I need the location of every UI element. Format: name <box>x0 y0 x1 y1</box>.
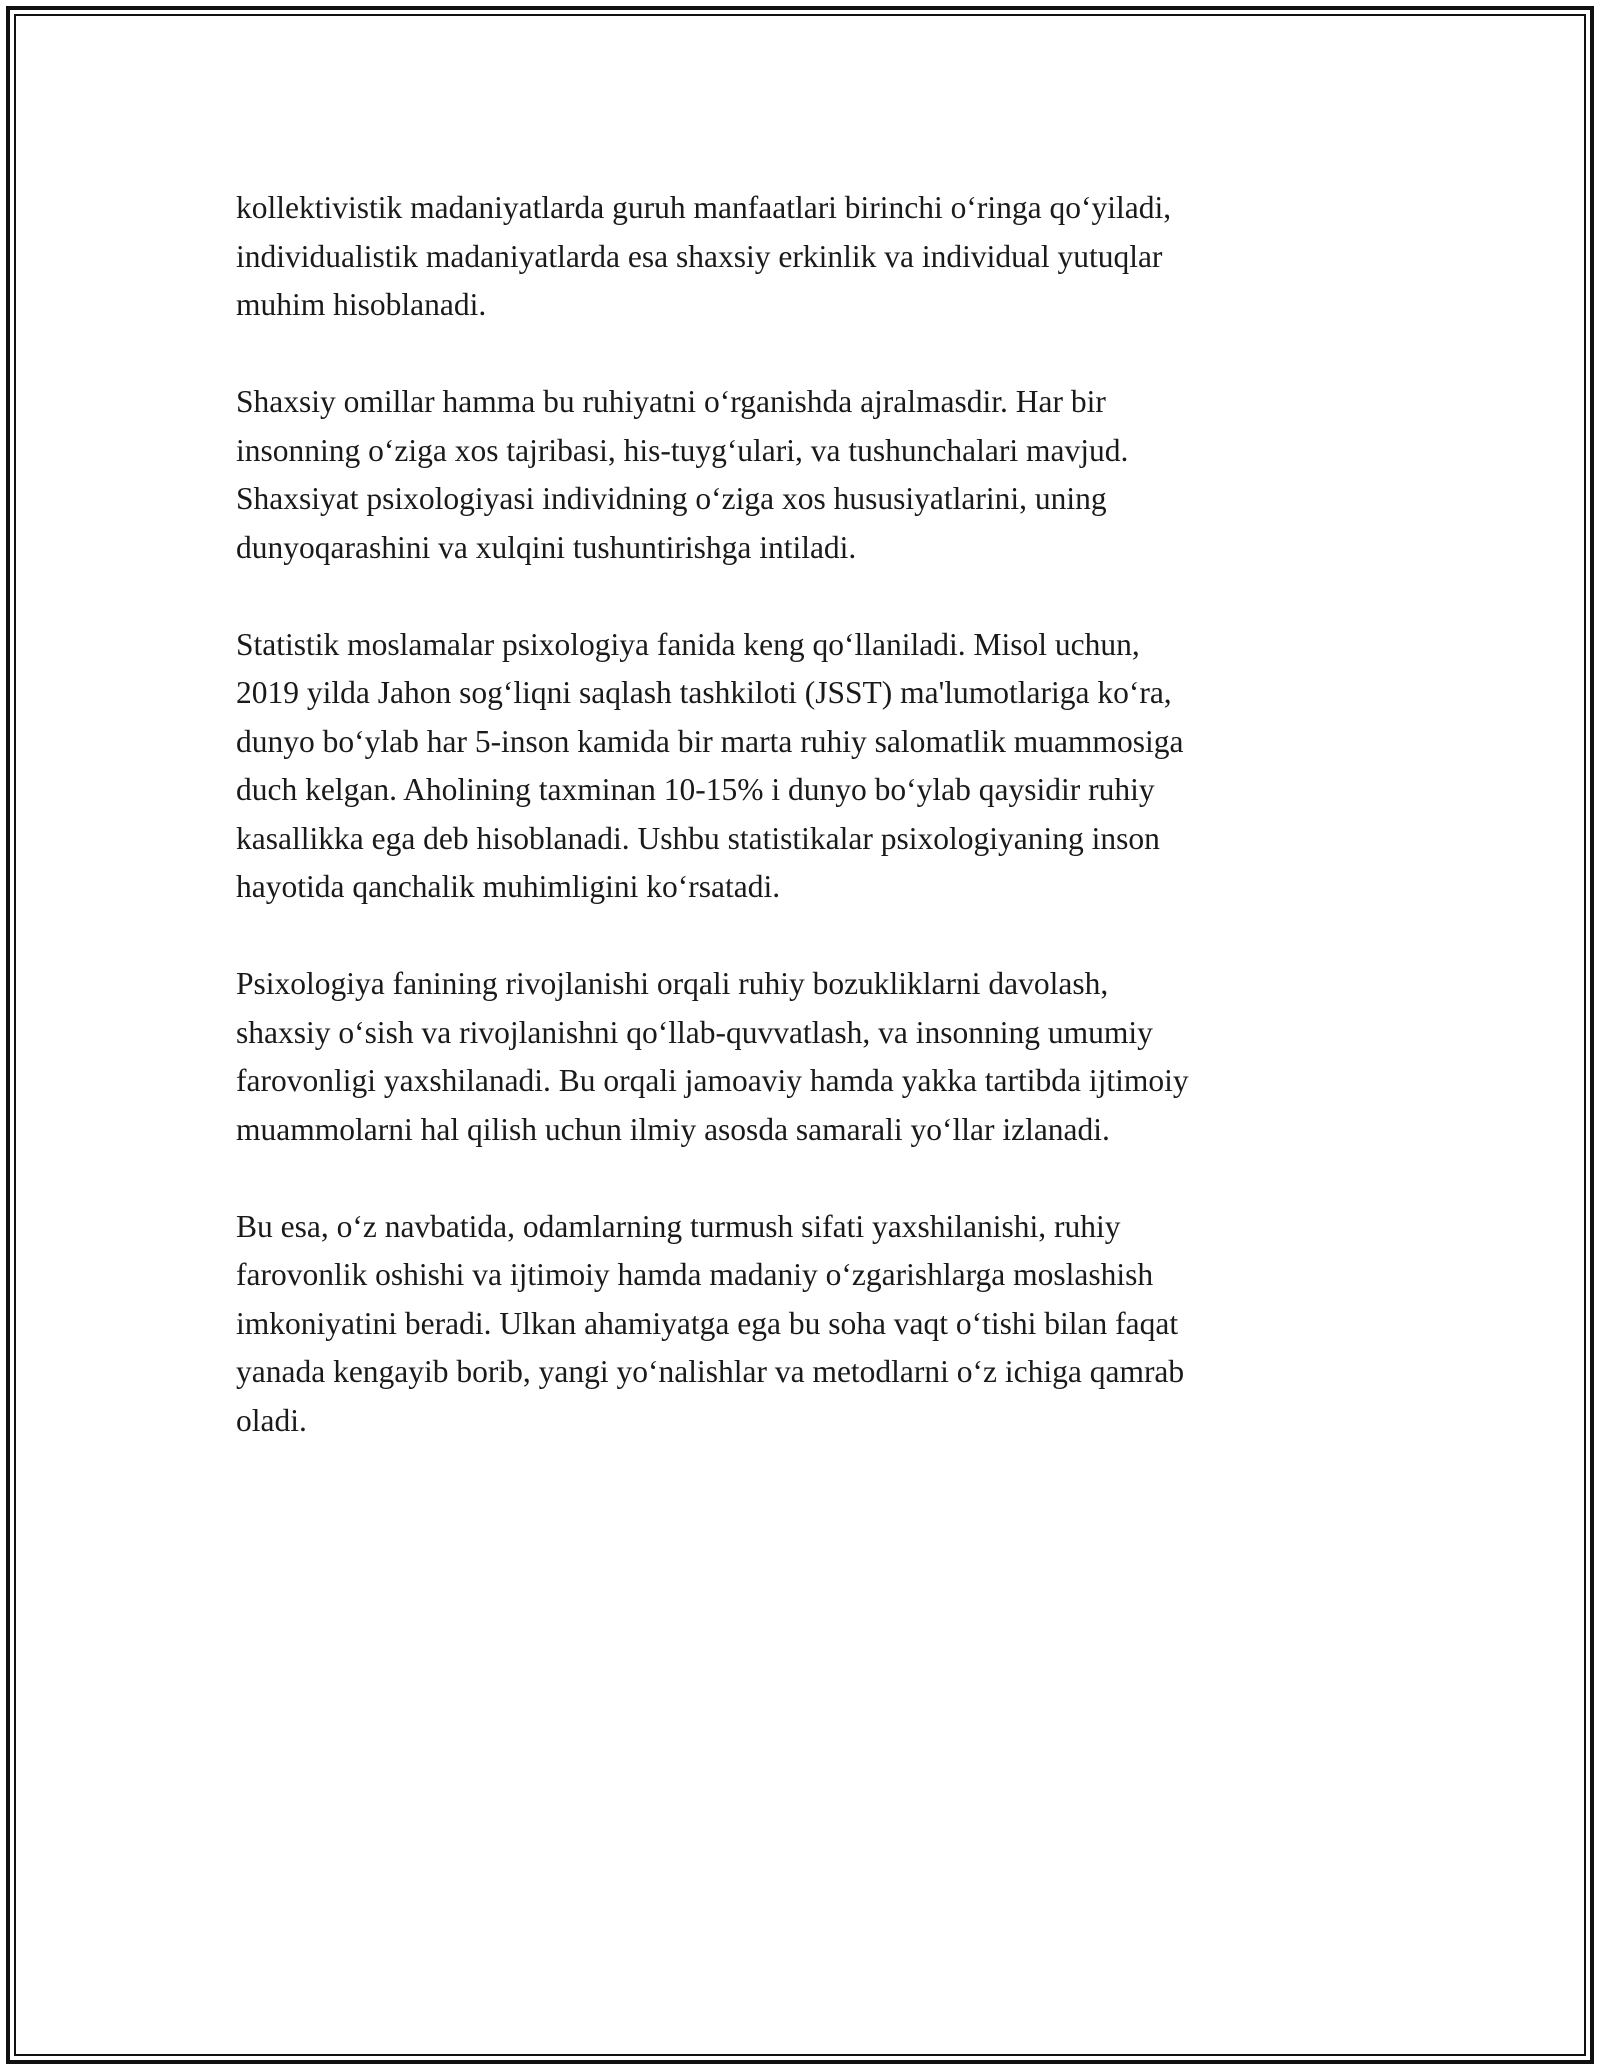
text-line: kollektivistik madaniyatlarda guruh manfaatlari birinchi oʻringa qoʻyiladi, <box>236 190 1172 225</box>
text-line: Shaxsiyat psixologiyasi individning oʻziga xos hususiyatlarini, uning <box>236 481 1107 516</box>
text-line: imkoniyatini beradi. Ulkan ahamiyatga ega bu soha vaqt oʻtishi bilan faqat <box>236 1305 1179 1341</box>
text-line: Psixologiya fanining rivojlanishi orqali ruhiy bozukliklarni davolash, <box>236 966 1109 1001</box>
text-line: oladi. <box>236 1402 307 1438</box>
text-line: individualistik madaniyatlarda esa shaxsiy erkinlik va individual yutuqlar <box>236 238 1163 274</box>
paragraph-3 <box>236 621 1366 912</box>
text-line: kasallikka ega deb hisoblanadi. Ushbu statistikalar psixologiyaning inson <box>236 820 1160 856</box>
text-line: muhim hisoblanadi. <box>236 287 487 322</box>
text-line: Statistik moslamalar psixologiya fanida keng qoʻllaniladi. Misol uchun, <box>236 626 1140 662</box>
text-line: farovonlik oshishi va ijtimoiy hamda madaniy oʻzgarishlarga moslashish <box>236 1257 1154 1292</box>
text-line: hayotida qanchalik muhimligini koʻrsatadi. <box>236 869 781 904</box>
paragraph-2 <box>236 378 1366 572</box>
text-line: muammolarni hal qilish uchun ilmiy asosda samarali yoʻllar izlanadi. <box>236 1111 1110 1147</box>
text-line: dunyoqarashini va xulqini tushuntirishga intiladi. <box>236 529 857 565</box>
text-line: farovonligi yaxshilanadi. Bu orqali jamoaviy hamda yakka tartibda ijtimoiy <box>236 1063 1189 1098</box>
text-line: shaxsiy oʻsish va rivojlanishni qoʻllab-quvvatlash, va insonning umumiy <box>236 1014 1153 1050</box>
text-line: Bu esa, oʻz navbatida, odamlarning turmush sifati yaxshilanishi, ruhiy <box>236 1208 1121 1244</box>
text-line: 2019 yilda Jahon sogʻliqni saqlash tashkiloti (JSST) ma'lumotlariga koʻra, <box>236 675 1172 710</box>
text-line: duch kelgan. Aholining taxminan 10-15% i dunyo boʻylab qaysidir ruhiy <box>236 772 1155 807</box>
paragraph-5 <box>236 1203 1366 1446</box>
text-line: yanada kengayib borib, yangi yoʻnalishlar va metodlarni oʻz ichiga qamrab <box>236 1354 1185 1389</box>
paragraph-1 <box>236 184 1366 330</box>
text-line: dunyo boʻylab har 5-inson kamida bir marta ruhiy salomatlik muammosiga <box>236 723 1184 759</box>
paragraph-4 <box>236 960 1366 1154</box>
text-line: insonning oʻziga xos tajribasi, his-tuygʻulari, va tushunchalari mavjud. <box>236 432 1129 468</box>
document-body <box>236 184 1366 1494</box>
text-line: Shaxsiy omillar hamma bu ruhiyatni oʻrganishda ajralmasdir. Har bir <box>236 384 1106 419</box>
